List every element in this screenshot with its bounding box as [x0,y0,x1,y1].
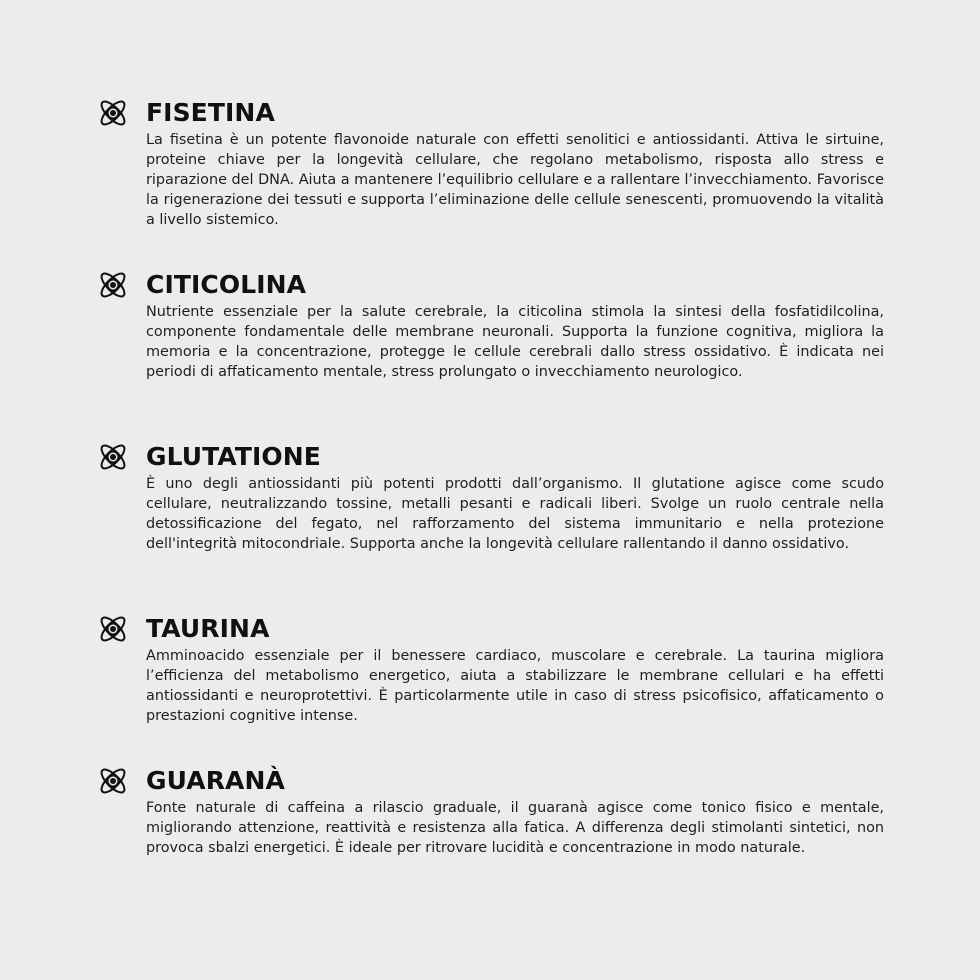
section-description: La fisetina è un potente flavonoide naturale con effetti senolitici e antiossidanti. Attiva le sirtuine, proteine chiave per la longevità cellulare, che regolano metabolismo, risposta allo stress e riparazione del DNA. Aiuta a mantenere l’equilibrio cellulare e a rallentare l’invecchiamento. Favorisce la rigenerazione dei tessuti e supporta l’eliminazione delle cellule senescenti, promuovendo la vitalità a livello sistemico. [146,132,884,228]
section-description: È uno degli antiossidanti più potenti prodotti dall’organismo. Il glutatione agisce come scudo cellulare, neutralizzando tossine, metalli pesanti e radicali liberi. Svolge un ruolo centrale nella detossificazione del fegato, nel rafforzamento del sistema immunitario e nella protezione dell'integrità mitocondriale. Supporta anche la longevità cellulare rallentando il danno ossidativo. [146,476,884,552]
section-header [96,268,884,304]
section-description: Fonte naturale di caffeina a rilascio graduale, il guaranà agisce come tonico fisico e mentale, migliorando attenzione, reattività e resistenza alla fatica. A differenza degli stimolanti sintetici, non provoca sbalzi energetici. È ideale per ritrovare lucidità e concentrazione in modo naturale. [146,800,884,856]
section-header [96,96,884,132]
section-header [96,440,884,476]
section-title: FISETINA [146,98,275,127]
section-title: CITICOLINA [146,270,307,299]
section-description: Amminoacido essenziale per il benessere cardiaco, muscolare e cerebrale. La taurina migliora l’efficienza del metabolismo energetico, aiuta a stabilizzare le membrane cellulari e ha effetti antiossidanti e neuroprotettivi. È particolarmente utile in caso di stress psicofisico, affaticamento o prestazioni cognitive intense. [146,648,884,724]
section-title: GUARANÀ [146,766,285,795]
atom-icon [96,612,130,646]
atom-icon [96,96,130,130]
atom-icon [96,268,130,302]
section-taurina [96,612,884,726]
section-title: TAURINA [146,614,270,643]
section-description: Nutriente essenziale per la salute cerebrale, la citicolina stimola la sintesi della fosfatidilcolina, componente fondamentale delle membrane neuronali. Supporta la funzione cognitiva, migliora la memoria e la concentrazione, protegge le cellule cerebrali dallo stress ossidativo. È indicata nei periodi di affaticamento mentale, stress prolungato o invecchiamento neurologico. [146,304,884,380]
section-guarana [96,764,884,858]
atom-icon [96,440,130,474]
atom-icon [96,764,130,798]
section-fisetina [96,96,884,230]
section-header [96,764,884,800]
section-header [96,612,884,648]
section-glutatione [96,440,884,554]
section-title: GLUTATIONE [146,442,321,471]
section-citicolina [96,268,884,382]
